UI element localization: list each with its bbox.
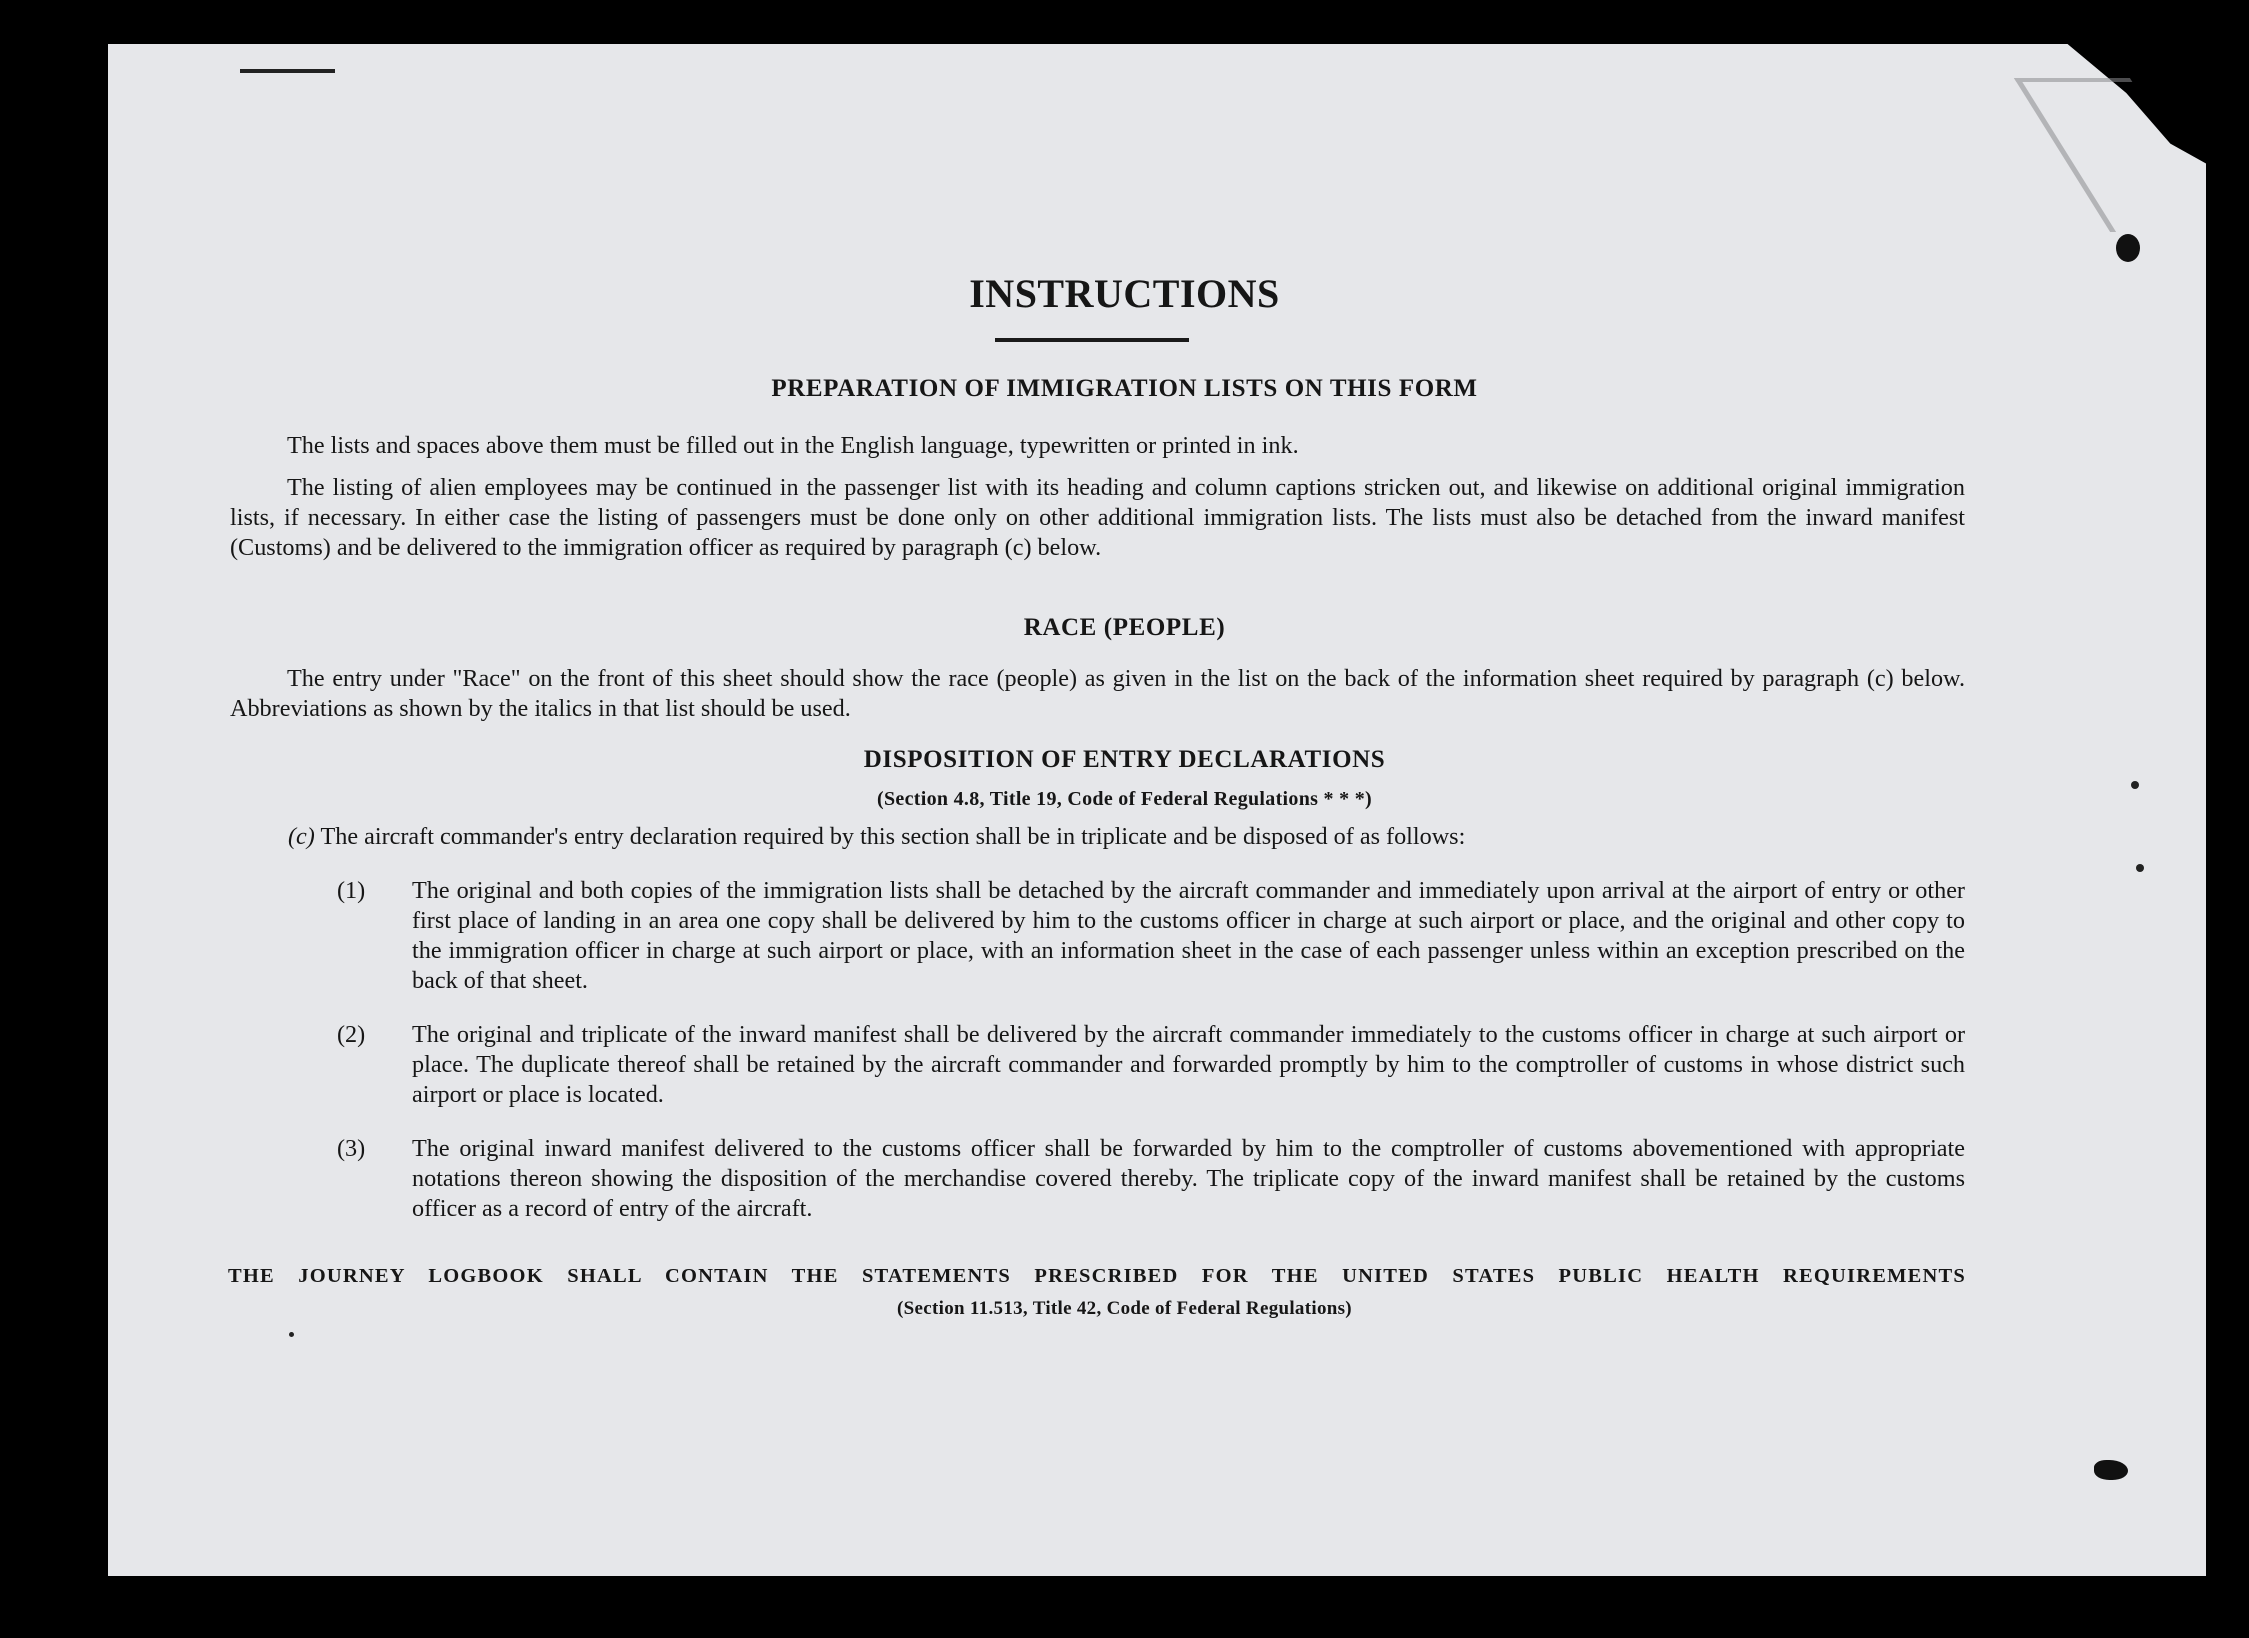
clause-text: The aircraft commander's entry declaration required by this section shall be in triplicate and be disposed of as follows: — [320, 823, 1466, 850]
list-item — [337, 1020, 1965, 1110]
list-item — [337, 1134, 1965, 1224]
speck — [289, 1332, 294, 1337]
section-heading-preparation: PREPARATION OF IMMIGRATION LISTS ON THIS FORM — [771, 375, 1478, 402]
margin-mark — [240, 69, 335, 73]
paragraph: The entry under "Race" on the front of this sheet should show the race (people) as given in the list on the back of the information sheet required by paragraph (c) below. Abbreviations as shown by the italics in that list should be used. — [230, 665, 1965, 722]
list-item-number: (2) — [337, 1021, 366, 1048]
intro-clause — [288, 822, 1988, 852]
paragraph: The listing of alien employees may be continued in the passenger list with its heading and column captions stricken out, and likewise on additional original immigration lists, if necessary. In either case the listing of passengers must be done only on other additional immigration lists. The lists must also be detached from the inward manifest (Customs) and be delivered to the immigration officer as required by paragraph (c) below. — [230, 474, 1965, 561]
list-item-text: The original and triplicate of the inward manifest shall be delivered by the aircraft commander immediately to the customs officer in charge at such airport or place. The duplicate thereof shall be retained by the aircraft commander and forwarded promptly by him to the comptroller of customs in whose district such airport or place is located. — [412, 1021, 1965, 1108]
section-citation: (Section 4.8, Title 19, Code of Federal Regulations * * *) — [877, 788, 1372, 810]
punch-hole — [2116, 234, 2140, 262]
footer-statement: THE JOURNEY LOGBOOK SHALL CONTAIN THE STATEMENTS PRESCRIBED FOR THE UNITED STATES PUBLIC HEALTH REQUIREMENTS — [228, 1265, 1966, 1287]
list-item-number: (3) — [337, 1135, 366, 1162]
section-heading-disposition: DISPOSITION OF ENTRY DECLARATIONS — [863, 746, 1386, 773]
speck — [2136, 864, 2144, 872]
list-item-number: (1) — [337, 877, 366, 904]
list-item — [337, 876, 1965, 996]
page-title: INSTRUCTIONS — [969, 271, 1280, 316]
list-item-text: The original and both copies of the immigration lists shall be detached by the aircraft commander and immediately upon arrival at the airport of entry or other first place of landing in an area one copy shall be delivered by him to the customs officer in charge at such airport or place, and the original and other copy to the immigration officer in charge at such airport or place, with an information sheet in the case of each passenger unless within an exception prescribed on the back of that sheet. — [412, 877, 1965, 994]
footer-citation: (Section 11.513, Title 42, Code of Federal Regulations) — [897, 1298, 1352, 1319]
paragraph: The lists and spaces above them must be filled out in the English language, typewritten or printed in ink. — [287, 432, 1299, 459]
section-heading-race: RACE (PEOPLE) — [1023, 614, 1226, 641]
punch-hole — [2094, 1460, 2128, 1480]
list-item-text: The original inward manifest delivered to the customs officer shall be forwarded by him to the comptroller of customs abovementioned with appropriate notations thereon showing the disposition of the merchandise covered thereby. The triplicate copy of the inward manifest shall be retained by the customs officer as a record of entry of the aircraft. — [412, 1135, 1965, 1222]
title-underline — [995, 338, 1189, 342]
clause-label: (c) — [288, 823, 315, 850]
